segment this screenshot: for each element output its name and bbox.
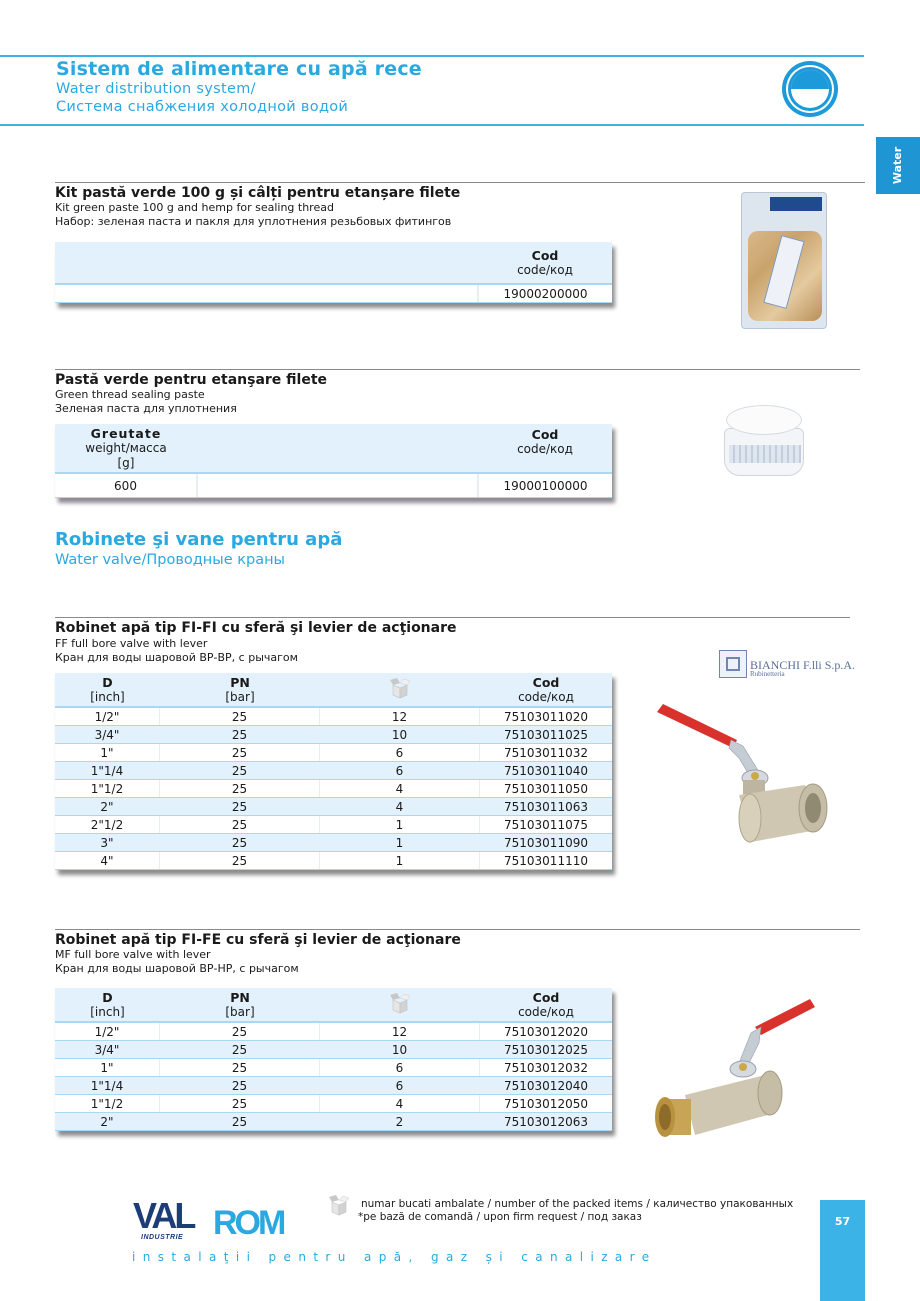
cell-code: 75103012025 — [504, 1042, 588, 1057]
side-tab-water[interactable] — [876, 137, 920, 194]
cell-pn: 25 — [160, 1023, 320, 1040]
page-title: Sistem de alimentare cu apă rece — [56, 58, 422, 80]
cell-code: 75103012063 — [504, 1114, 588, 1129]
green-paste-jar-image — [722, 400, 807, 480]
product-subtitle-en: MF full bore valve with lever — [55, 948, 211, 961]
header-weight-label: Greutate — [90, 425, 162, 441]
header-code — [480, 988, 612, 1021]
cell-code: 75103012050 — [504, 1096, 588, 1111]
cell-pn: 25 — [160, 816, 320, 833]
header-code-label: Cod — [532, 674, 560, 690]
cell-packed: 6 — [320, 1059, 480, 1076]
valve-table-ff — [55, 673, 612, 870]
valrom-logo — [133, 1195, 298, 1246]
header-pn-unit: [bar] — [225, 689, 255, 704]
cell-diameter: 1" — [55, 744, 160, 761]
cell-pn: 25 — [160, 726, 320, 743]
footnote-upon-request: *pe bază de comandă / upon firm request / под заказ — [358, 1211, 642, 1223]
table-row — [55, 1113, 612, 1131]
cell-packed: 4 — [320, 1095, 480, 1112]
logo-val: VAL — [133, 1195, 194, 1236]
cell-code: 75103011063 — [504, 799, 588, 814]
table-row — [55, 798, 612, 816]
cell-packed: 2 — [320, 1113, 480, 1130]
header-d-unit: [inch] — [90, 1004, 125, 1019]
table-row — [55, 726, 612, 744]
table-row — [55, 1023, 612, 1041]
header-code-sub: code/код — [518, 689, 574, 704]
section-heading: Robinete şi vane pentru apă — [55, 529, 343, 550]
cell-packed: 6 — [320, 744, 480, 761]
cell-pn: 25 — [160, 852, 320, 869]
header-weight-sub: weight/масса — [85, 440, 167, 455]
cell-diameter: 4" — [55, 852, 160, 869]
cell-code: 75103011040 — [504, 763, 588, 778]
cell-packed: 1 — [320, 852, 480, 869]
product-table — [55, 242, 612, 303]
cell-packed: 10 — [320, 1041, 480, 1058]
cell-packed: 4 — [320, 780, 480, 797]
cell-packed: 12 — [320, 708, 480, 725]
section-divider — [55, 182, 865, 183]
ff-ball-valve-red-lever-image — [655, 700, 840, 850]
page-subtitle-ru: Система снабжения холодной водой — [56, 99, 349, 115]
cell-pn: 25 — [160, 1113, 320, 1130]
header-d-label: D — [102, 989, 113, 1005]
header-empty — [197, 424, 478, 472]
header-d-label: D — [102, 674, 113, 690]
table-row — [55, 474, 612, 498]
package-box-icon — [388, 992, 412, 1014]
header-top-line — [0, 55, 864, 57]
cell-pn: 25 — [160, 708, 320, 725]
table-row — [55, 1095, 612, 1113]
table-row — [55, 1041, 612, 1059]
cell-packed: 1 — [320, 834, 480, 851]
package-box-icon — [388, 677, 412, 699]
table-row — [55, 834, 612, 852]
cell-diameter: 2"1/2 — [55, 816, 160, 833]
side-tab-label: Water — [891, 146, 905, 185]
cell-code: 19000100000 — [478, 474, 612, 497]
page-number: 57 — [820, 1200, 865, 1301]
cell-code: 75103011090 — [504, 835, 588, 850]
footnote-packed-items: numar bucati ambalate / number of the packed items / каличество упакованных — [361, 1198, 794, 1210]
cell — [197, 474, 478, 497]
header-weight-unit: [g] — [117, 455, 135, 470]
cell-code: 75103012020 — [504, 1024, 588, 1039]
cell-packed: 6 — [320, 1077, 480, 1094]
header-weight — [55, 424, 197, 472]
cell-diameter: 3/4" — [55, 726, 160, 743]
section-divider — [55, 369, 860, 370]
cell-code: 75103011025 — [504, 727, 588, 742]
logo-rom: ROM — [213, 1204, 284, 1242]
product-title: Kit pastă verde 100 g și câlți pentru etanșare filete — [55, 185, 461, 201]
header-packed-items — [320, 673, 480, 706]
cell-pn: 25 — [160, 762, 320, 779]
cell-pn: 25 — [160, 834, 320, 851]
header-pressure — [160, 988, 320, 1021]
header-pressure — [160, 673, 320, 706]
table-row — [55, 744, 612, 762]
cell-diameter: 2" — [55, 1113, 160, 1130]
cell-code: 75103011110 — [504, 853, 588, 868]
header-code-sub: code/код — [517, 442, 573, 456]
product-subtitle-ru: Набор: зеленая паста и пакля для уплотнения резьбовых фитингов — [55, 215, 452, 228]
cell-pn: 25 — [160, 798, 320, 815]
header-empty — [55, 242, 478, 283]
table-row — [55, 780, 612, 798]
product-subtitle-en: FF full bore valve with lever — [55, 637, 208, 650]
cell-code: 75103012032 — [504, 1060, 588, 1075]
cell-code: 75103011020 — [504, 709, 588, 724]
header-pn-label: PN — [230, 989, 250, 1005]
header-packed-items — [320, 988, 480, 1021]
header-bottom-line — [0, 124, 864, 126]
logo-industrie: INDUSTRIE — [141, 1234, 184, 1241]
cell-diameter: 3/4" — [55, 1041, 160, 1058]
product-subtitle-ru: Кран для воды шаровой ВР-ВР, с рычагом — [55, 651, 298, 664]
cell-diameter: 1/2" — [55, 1023, 160, 1040]
product-title: Robinet apă tip FI-FI cu sferă şi levier de acţionare — [55, 620, 457, 636]
cell-code: 19000200000 — [478, 285, 612, 302]
bianchi-emblem-icon — [719, 650, 747, 678]
table-row — [55, 852, 612, 870]
header-code — [478, 242, 612, 283]
cell-diameter: 1"1/2 — [55, 1095, 160, 1112]
header-code — [478, 424, 612, 472]
header-code-label: Cod — [531, 427, 559, 442]
table-row — [55, 1077, 612, 1095]
package-box-icon — [327, 1194, 351, 1216]
cell-diameter: 3" — [55, 834, 160, 851]
product-subtitle-ru: Зеленая паста для уплотнения — [55, 402, 237, 415]
table-row — [55, 816, 612, 834]
cell-packed: 6 — [320, 762, 480, 779]
header-code-label: Cod — [531, 247, 559, 263]
cell-diameter: 1"1/4 — [55, 762, 160, 779]
page-subtitle-en: Water distribution system/ — [56, 81, 256, 97]
bianchi-brand-sub: Rubinetteria — [750, 670, 785, 678]
cell-pn: 25 — [160, 744, 320, 761]
cell-code: 75103011032 — [504, 745, 588, 760]
header-diameter — [55, 988, 160, 1021]
cell-packed: 1 — [320, 816, 480, 833]
cell-pn: 25 — [160, 1095, 320, 1112]
table-row — [55, 285, 612, 303]
cell-pn: 25 — [160, 1059, 320, 1076]
bianchi-brand-name: BIANCHI F.lli S.p.A. — [750, 658, 856, 672]
product-subtitle-en: Green thread sealing paste — [55, 388, 205, 401]
product-subtitle-en: Kit green paste 100 g and hemp for sealing thread — [55, 201, 334, 214]
section-divider — [55, 617, 850, 618]
cell-diameter: 1"1/2 — [55, 780, 160, 797]
cell-diameter: 1"1/4 — [55, 1077, 160, 1094]
cell-code: 75103011050 — [504, 781, 588, 796]
section-subheading: Water valve/Проводные краны — [55, 552, 286, 568]
cell-diameter: 2" — [55, 798, 160, 815]
cell-weight: 600 — [55, 474, 197, 497]
cell-packed: 4 — [320, 798, 480, 815]
product-subtitle-ru: Кран для воды шаровой ВР-НР, с рычагом — [55, 962, 299, 975]
header-d-unit: [inch] — [90, 689, 125, 704]
header-pn-label: PN — [230, 674, 250, 690]
bianchi-brand-logo — [719, 650, 859, 680]
header-code — [480, 673, 612, 706]
cell-diameter: 1/2" — [55, 708, 160, 725]
header-code-sub: code/код — [518, 1004, 574, 1019]
table-row — [55, 762, 612, 780]
header-pn-unit: [bar] — [225, 1004, 255, 1019]
product-title: Pastă verde pentru etanşare filete — [55, 372, 328, 388]
header-code-label: Cod — [532, 989, 560, 1005]
header-diameter — [55, 673, 160, 706]
water-system-circle-icon — [780, 59, 840, 119]
table-row — [55, 708, 612, 726]
header-code-sub: code/код — [517, 262, 573, 277]
product-title: Robinet apă tip FI-FE cu sferă şi levier de acţionare — [55, 932, 461, 948]
cell-pn: 25 — [160, 780, 320, 797]
green-paste-hemp-kit-image — [741, 192, 827, 329]
product-table — [55, 424, 612, 498]
cell — [55, 285, 478, 302]
cell-pn: 25 — [160, 1077, 320, 1094]
cell-code: 75103012040 — [504, 1078, 588, 1093]
section-divider — [55, 929, 860, 930]
valve-table-mf — [55, 988, 612, 1131]
cell-packed: 10 — [320, 726, 480, 743]
cell-packed: 12 — [320, 1023, 480, 1040]
cell-pn: 25 — [160, 1041, 320, 1058]
cell-diameter: 1" — [55, 1059, 160, 1076]
footer-tagline: instalaţii pentru apă, gaz și canalizare — [132, 1250, 657, 1264]
table-row — [55, 1059, 612, 1077]
cell-code: 75103011075 — [504, 817, 588, 832]
mf-ball-valve-red-lever-image — [655, 995, 820, 1145]
